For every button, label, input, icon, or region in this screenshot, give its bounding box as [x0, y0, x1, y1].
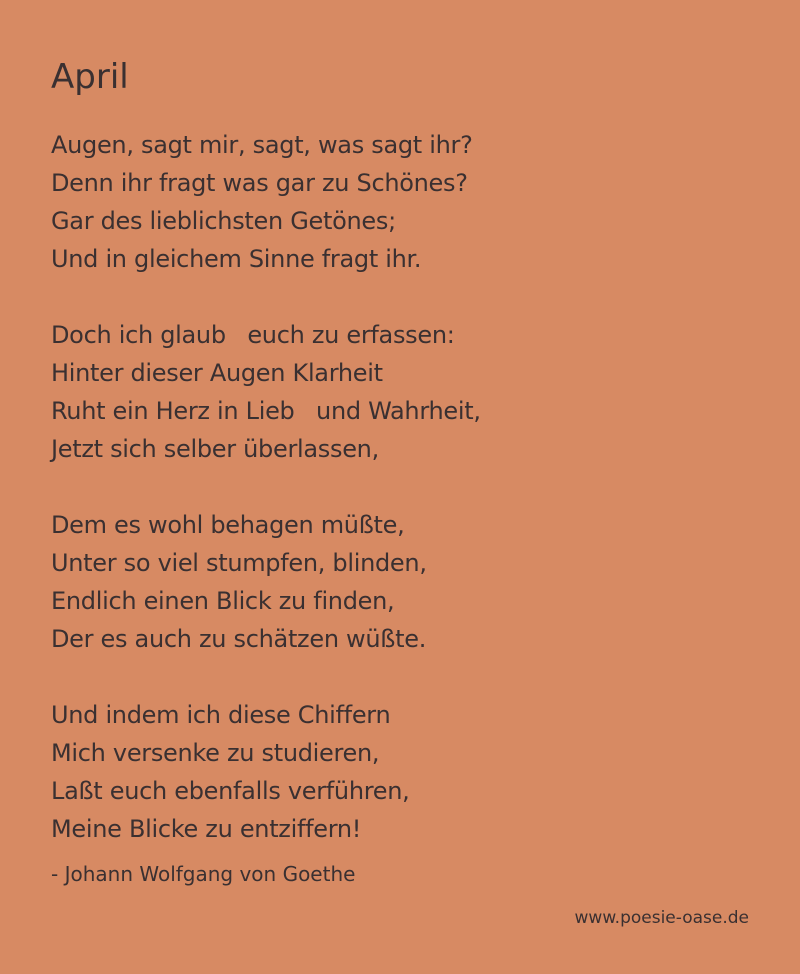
poem-line: Doch ich glaub euch zu erfassen: — [51, 321, 455, 349]
poem-line: Unter so viel stumpfen, blinden, — [51, 549, 427, 577]
poem-line: Augen, sagt mir, sagt, was sagt ihr? — [51, 131, 473, 159]
poem-title: April — [51, 57, 129, 97]
poem-body — [51, 126, 751, 886]
poem-line: Gar des lieblichsten Getönes; — [51, 207, 396, 235]
poem-line: Und indem ich diese Chiffern — [51, 701, 391, 729]
poem-line: Der es auch zu schätzen wüßte. — [51, 625, 427, 653]
stanza — [51, 126, 751, 278]
stanza — [51, 506, 751, 658]
poem-line: Jetzt sich selber überlassen, — [51, 435, 379, 463]
website-url: www.poesie-oase.de — [574, 908, 749, 928]
poem-line: Laßt euch ebenfalls verführen, — [51, 777, 410, 805]
stanza — [51, 696, 751, 848]
stanza — [51, 316, 751, 468]
poem-line: Endlich einen Blick zu finden, — [51, 587, 395, 615]
poem-author: - Johann Wolfgang von Goethe — [51, 862, 356, 886]
poem-line: Denn ihr fragt was gar zu Schönes? — [51, 169, 468, 197]
poem-line: Hinter dieser Augen Klarheit — [51, 359, 383, 387]
poem-line: Und in gleichem Sinne fragt ihr. — [51, 245, 422, 273]
poem-line: Dem es wohl behagen müßte, — [51, 511, 405, 539]
poem-line: Mich versenke zu studieren, — [51, 739, 380, 767]
poem-line: Ruht ein Herz in Lieb und Wahrheit, — [51, 397, 481, 425]
poem-line: Meine Blicke zu entziffern! — [51, 815, 362, 843]
